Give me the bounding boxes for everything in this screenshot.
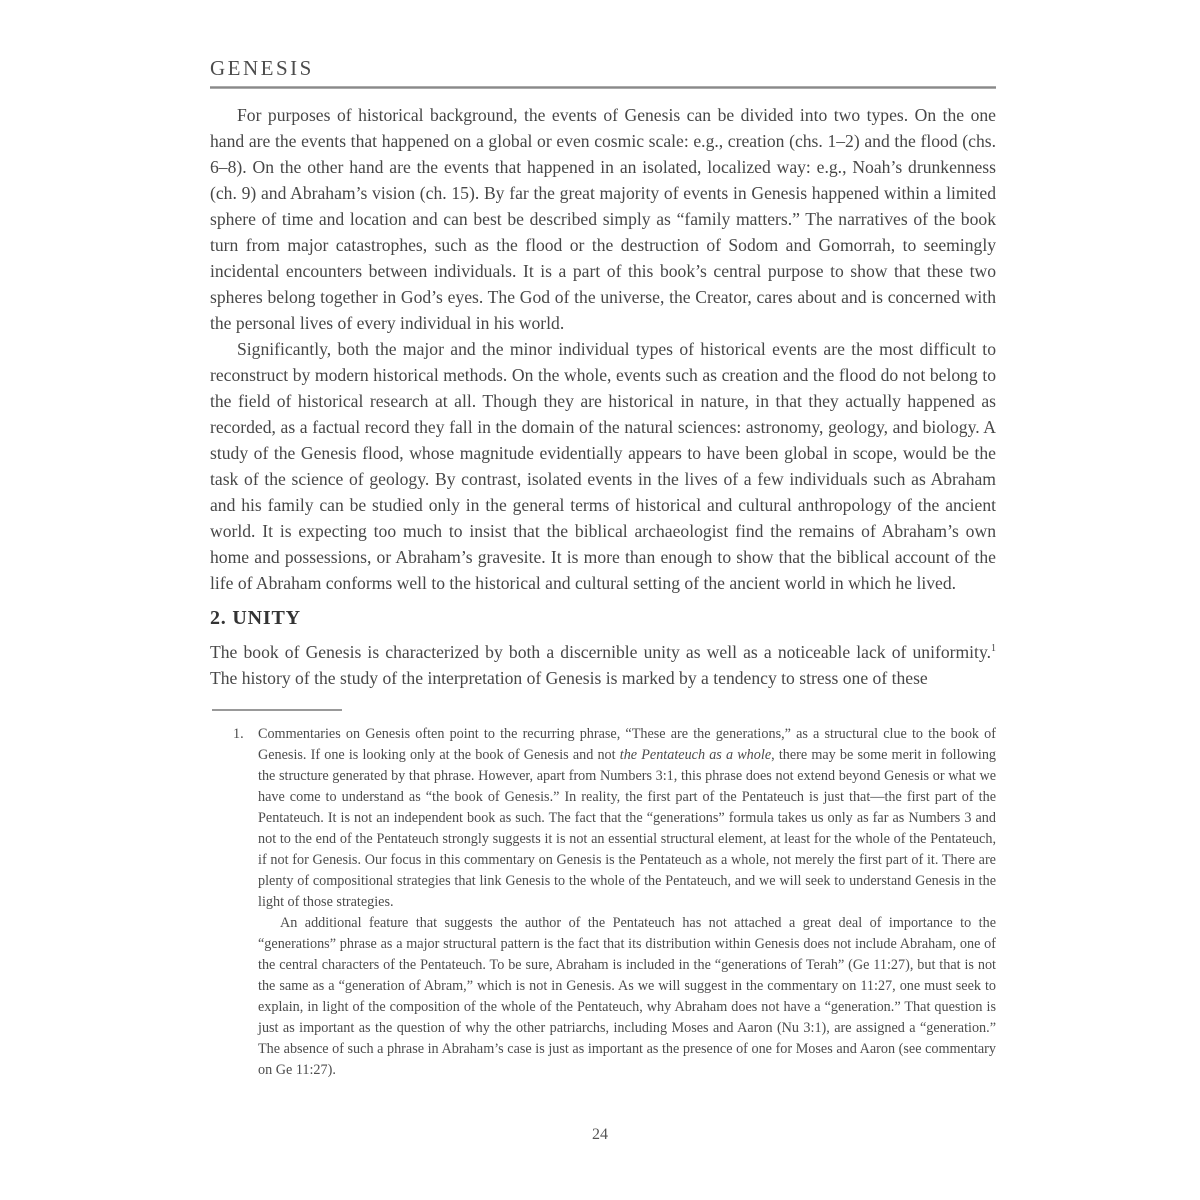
paragraph xyxy=(210,102,996,336)
text-segment: The history of the study of the interpretation of Genesis is marked by a tendency to stress one of these xyxy=(210,668,928,688)
running-head-title: GENESIS xyxy=(210,56,314,80)
text-segment: , there may be some merit in following the structure generated by that phrase. However, apart from Numbers 3:1, this phrase does not extend beyond Genesis or what we have come to understand as “the book of Genesis.” In reality, the first part of the Pentateuch is just that—the first part of the Pentateuch. It is not an independent book as such. The fact that the “generations” formula takes us only as far as Numbers 3 and not to the end of the Pentateuch strongly suggests it is not an essential structural element, at least for the whole of the Pentateuch, if not for Genesis. Our focus in this commentary on Genesis is the Pentateuch as a whole, not merely the first part of it. There are plenty of compositional strategies that link Genesis to the whole of the Pentateuch, and we will seek to understand Genesis in the light of those strategies. xyxy=(258,747,997,910)
footnotes-section xyxy=(210,724,996,1081)
section-heading-unity: 2. UNITY xyxy=(210,607,301,629)
page-content xyxy=(210,102,996,1081)
intro-paragraphs xyxy=(210,102,996,596)
footnote-body xyxy=(258,724,996,1081)
footnote-reference: 1 xyxy=(991,643,996,655)
page-number: 24 xyxy=(592,1126,608,1143)
header-rule xyxy=(210,86,996,89)
footnote-separator xyxy=(212,709,342,711)
text-segment: Commentaries on Genesis often point to the recurring phrase, “These are the generations,” as a structural clue to the book of Genesis. If one is looking only at the book of Genesis and not xyxy=(258,726,996,763)
text-segment: Significantly, both the major and the minor individual types of historical events are the most difficult to reconstruct by modern historical methods. On the whole, events such as creation and the flood do not belong to the field of historical research at all. Though they are historical in nature, in that they actually happened as recorded, as a factual record they fall in the domain of the natural sciences: astronomy, geology, and biology. A study of the Genesis flood, whose magnitude evidentially appears to have been global in scope, would be the task of the science of geology. By contrast, isolated events in the lives of a few individuals such as Abraham and his family can be studied only in the general terms of historical and cultural anthropology of the ancient world. It is expecting too much to insist that the biblical archaeologist find the remains of Abraham’s own home and possessions, or Abraham’s gravesite. It is more than enough to show that the biblical account of the life of Abraham conforms well to the historical and cultural setting of the ancient world in which he lived. xyxy=(210,339,996,593)
paragraph xyxy=(258,724,996,913)
unity-paragraphs xyxy=(210,639,996,691)
paragraph xyxy=(210,336,996,596)
text-segment: For purposes of historical background, the events of Genesis can be divided into two types. On the one hand are the events that happened on a global or even cosmic scale: e.g., creation (chs. 1–2) and the flood (chs. 6–8). On the other hand are the events that happened in an isolated, localized way: e.g., Noah’s drunkenness (ch. 9) and Abraham’s vision (ch. 15). By far the great majority of events in Genesis happened within a limited sphere of time and location and can best be described simply as “family matters.” The narratives of the book turn from major catastrophes, such as the flood or the destruction of Sodom and Gomorrah, to seemingly incidental encounters between individuals. It is a part of this book’s central purpose to show that these two spheres belong together in God’s eyes. The God of the universe, the Creator, cares about and is concerned with the personal lives of every individual in his world. xyxy=(210,105,996,333)
footnote-number: 1. xyxy=(233,726,244,742)
paragraph xyxy=(210,639,996,691)
paragraph xyxy=(258,913,996,1081)
page-header xyxy=(210,56,996,89)
text-segment: the Pentateuch as a whole xyxy=(619,747,772,763)
text-segment: The book of Genesis is characterized by both a discernible unity as well as a noticeable lack of uniformity. xyxy=(210,642,991,662)
text-segment: An additional feature that suggests the author of the Pentateuch has not attached a great deal of importance to the “generations” phrase as a major structural pattern is the fact that its distribution within Genesis does not include Abraham, one of the central characters of the Pentateuch. To be sure, Abraham is included in the “generations of Terah” (Ge 11:27), but that is not the same as a “generation of Abram,” which is not in Genesis. As we will suggest in the commentary on 11:27, one must seek to explain, in light of the composition of the whole of the Pentateuch, why Abraham does not have a “generation.” That question is just as important as the question of why the other patriarchs, including Moses and Aaron (Nu 3:1), are assigned a “generation.” The absence of such a phrase in Abraham’s case is just as important as the presence of one for Moses and Aaron (see commentary on Ge 11:27). xyxy=(258,915,996,1078)
